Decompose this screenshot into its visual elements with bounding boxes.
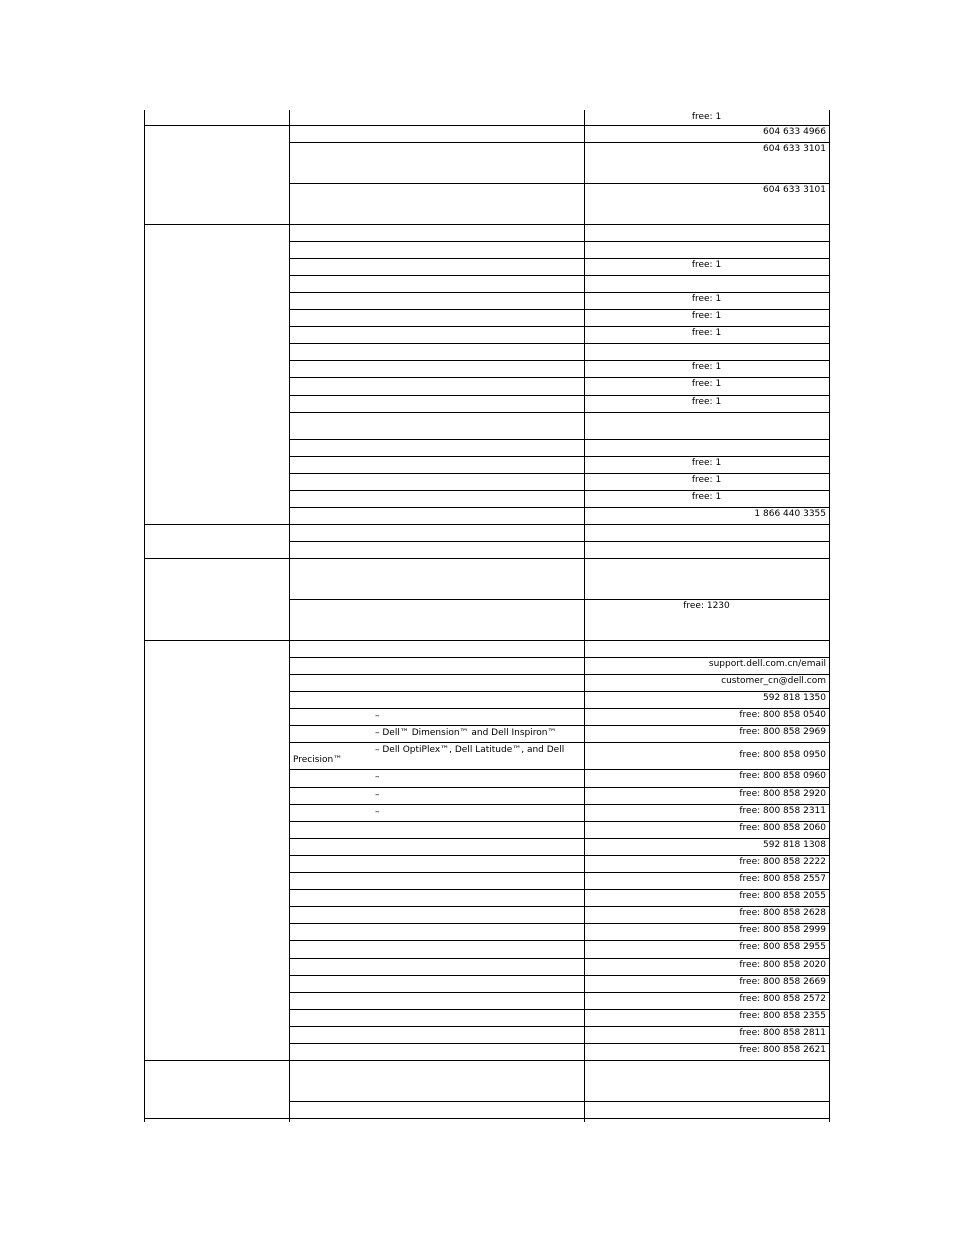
row-divider — [289, 958, 830, 959]
phone-value: free: 1 — [691, 112, 722, 122]
phone-value: free: 1 — [691, 294, 722, 304]
row-divider — [144, 640, 830, 641]
row-divider — [289, 241, 830, 242]
row-divider — [289, 343, 830, 344]
phone-value: free: 800 858 0540 — [739, 710, 826, 720]
row-divider — [289, 412, 830, 413]
phone-value: 592 818 1308 — [763, 840, 826, 850]
phone-value: free: 800 858 2669 — [739, 977, 826, 987]
phone-value: free: 1 — [691, 379, 722, 389]
service-label: – Dell™ Dimension™ and Dell Inspiron™ — [375, 728, 557, 738]
service-label-line2: Precision™ — [293, 755, 343, 765]
row-divider — [289, 1043, 830, 1044]
row-divider — [144, 1118, 830, 1119]
phone-value: free: 800 858 2222 — [739, 857, 826, 867]
phone-value: free: 1 — [691, 458, 722, 468]
row-divider — [289, 674, 830, 675]
row-divider — [289, 906, 830, 907]
phone-value: free: 1230 — [683, 601, 730, 611]
phone-value: free: 1 — [691, 475, 722, 485]
phone-value: free: 1 — [691, 492, 722, 502]
row-divider — [289, 258, 830, 259]
service-label: – — [375, 790, 380, 800]
phone-value: free: 800 858 2355 — [739, 1011, 826, 1021]
phone-value: support.dell.com.cn/email — [708, 659, 826, 669]
row-divider — [289, 599, 830, 600]
service-label: – — [375, 807, 380, 817]
row-divider — [289, 691, 830, 692]
row-divider — [144, 1060, 830, 1061]
row-divider — [289, 377, 830, 378]
row-divider — [289, 541, 830, 542]
row-divider — [289, 838, 830, 839]
phone-value: 1 866 440 3355 — [754, 509, 826, 519]
phone-value: 604 633 3101 — [763, 185, 826, 195]
phone-value: free: 1 — [691, 362, 722, 372]
phone-value: 604 633 4966 — [763, 127, 826, 137]
row-divider — [289, 787, 830, 788]
service-label-line1: – Dell OptiPlex™, Dell Latitude™, and Dell — [375, 745, 565, 755]
phone-value: free: 800 858 2621 — [739, 1045, 826, 1055]
row-divider — [289, 872, 830, 873]
phone-value: customer_cn@dell.com — [721, 676, 826, 686]
row-divider — [289, 769, 830, 770]
phone-value: free: 1 — [691, 328, 722, 338]
row-divider — [289, 439, 830, 440]
phone-value: free: 1 — [691, 311, 722, 321]
row-divider — [289, 708, 830, 709]
row-divider — [289, 821, 830, 822]
row-divider — [289, 725, 830, 726]
row-divider — [289, 855, 830, 856]
row-divider — [289, 292, 830, 293]
phone-value: free: 800 858 2572 — [739, 994, 826, 1004]
phone-value: free: 800 858 2955 — [739, 942, 826, 952]
column-divider-1 — [289, 110, 290, 1122]
row-divider — [289, 473, 830, 474]
phone-value: free: 800 858 2999 — [739, 925, 826, 935]
phone-value: free: 800 858 2969 — [739, 727, 826, 737]
phone-value: free: 800 858 2920 — [739, 789, 826, 799]
phone-value: free: 800 858 2628 — [739, 908, 826, 918]
phone-value: free: 800 858 2811 — [739, 1028, 826, 1038]
row-divider — [289, 889, 830, 890]
row-divider — [289, 992, 830, 993]
row-divider — [289, 309, 830, 310]
row-divider — [289, 940, 830, 941]
row-divider — [289, 360, 830, 361]
phone-value: free: 800 858 0950 — [739, 750, 826, 760]
row-divider — [289, 142, 830, 143]
row-divider — [289, 1101, 830, 1102]
phone-value: free: 800 858 2060 — [739, 823, 826, 833]
row-divider — [289, 275, 830, 276]
table-border-right — [829, 110, 830, 1122]
phone-value: free: 800 858 2557 — [739, 874, 826, 884]
row-divider — [144, 524, 830, 525]
row-divider — [289, 507, 830, 508]
row-divider — [144, 224, 830, 225]
row-divider — [289, 804, 830, 805]
row-divider — [289, 183, 830, 184]
phone-value: 604 633 3101 — [763, 144, 826, 154]
service-label: – — [375, 711, 380, 721]
phone-value: free: 800 858 2055 — [739, 891, 826, 901]
row-divider — [289, 975, 830, 976]
row-divider — [289, 395, 830, 396]
row-divider — [289, 456, 830, 457]
phone-value: free: 1 — [691, 397, 722, 407]
service-label: – — [375, 772, 380, 782]
column-divider-2 — [584, 110, 585, 1122]
row-divider — [289, 326, 830, 327]
row-divider — [289, 1009, 830, 1010]
table-border-left — [144, 110, 145, 1122]
phone-value: free: 800 858 2020 — [739, 960, 826, 970]
row-divider — [289, 490, 830, 491]
phone-value: free: 800 858 0960 — [739, 771, 826, 781]
row-divider — [289, 742, 830, 743]
row-divider — [289, 923, 830, 924]
row-divider — [144, 125, 830, 126]
phone-value: 592 818 1350 — [763, 693, 826, 703]
phone-value: free: 1 — [691, 260, 722, 270]
phone-value: free: 800 858 2311 — [739, 806, 826, 816]
row-divider — [289, 657, 830, 658]
row-divider — [144, 558, 830, 559]
row-divider — [289, 1026, 830, 1027]
